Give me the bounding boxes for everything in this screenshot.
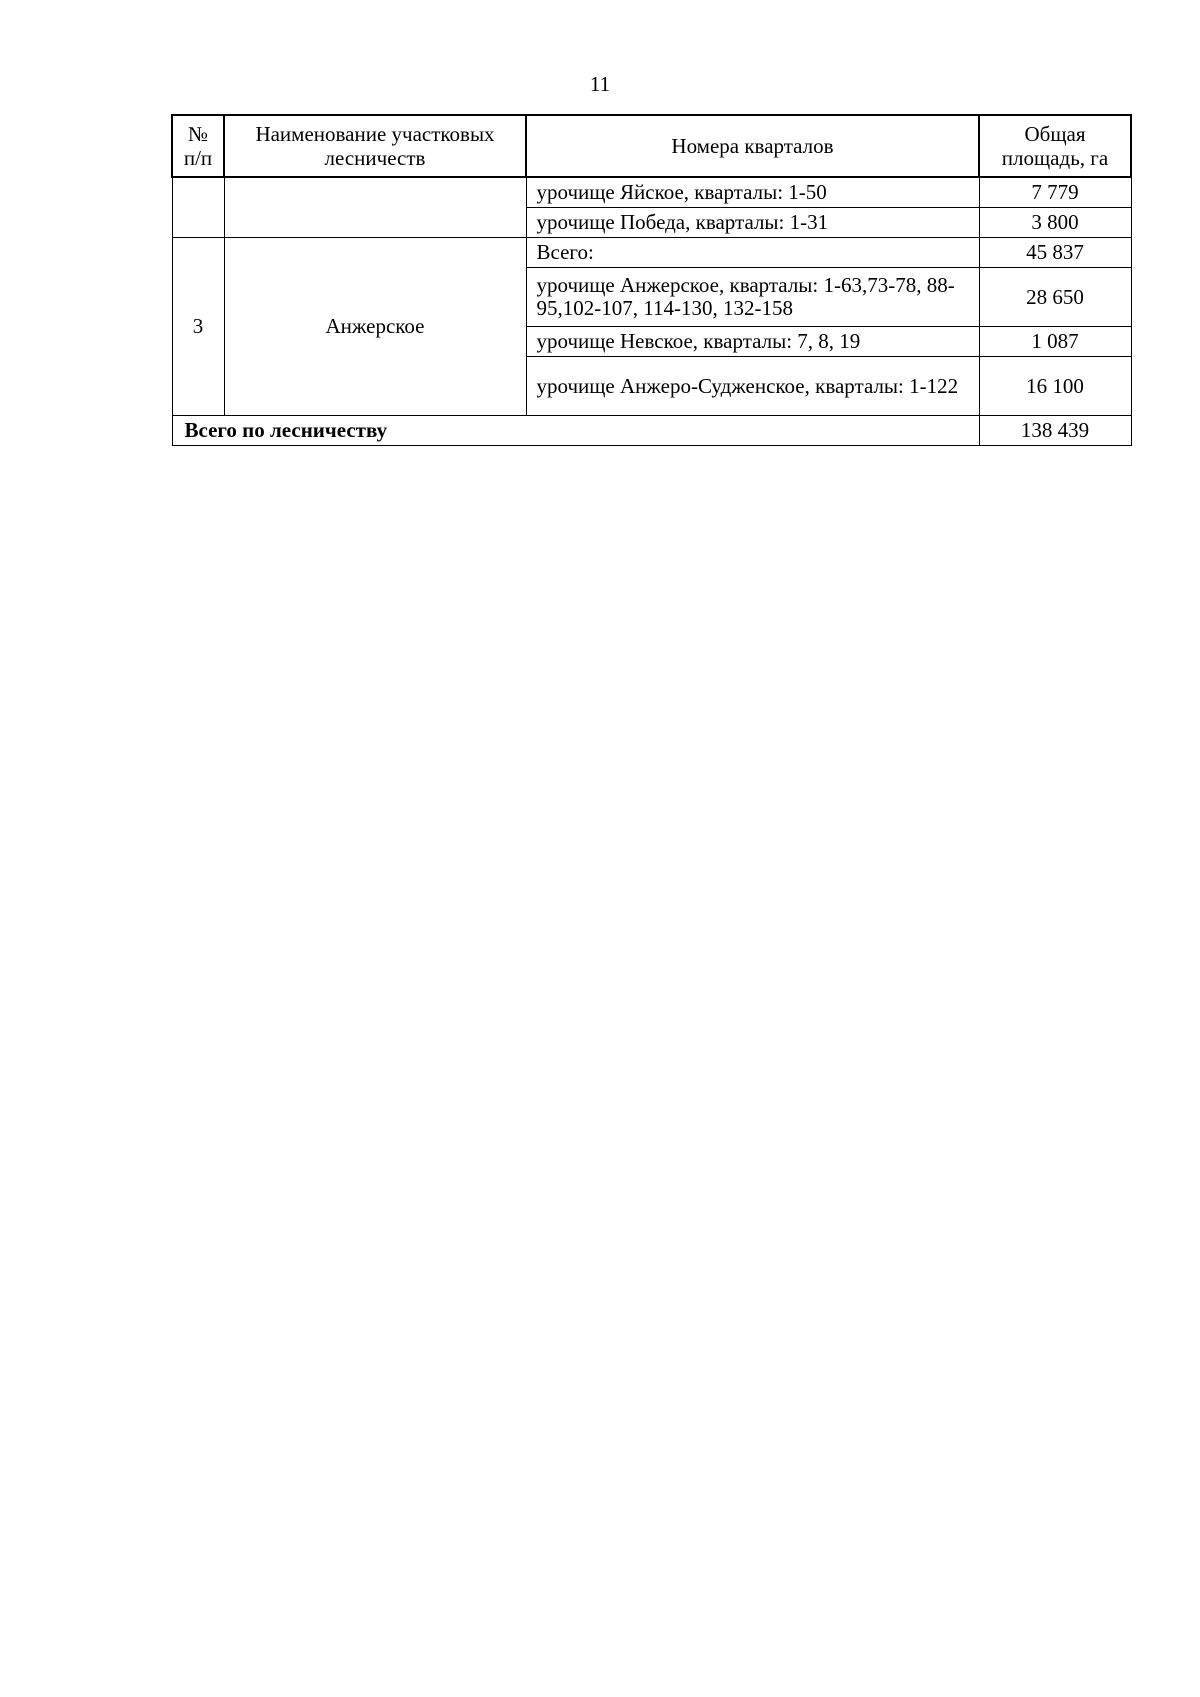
- table-row-group-total: [172, 238, 1131, 268]
- cell-group-total-area: 45 837: [979, 238, 1131, 268]
- grand-total-area: 138 439: [979, 416, 1131, 446]
- header-name: Наименование участковых лесничеств: [224, 115, 526, 177]
- cell-quarters: урочище Невское, кварталы: 7, 8, 19: [526, 327, 979, 357]
- cell-quarters: урочище Яйское, кварталы: 1-50: [526, 177, 979, 208]
- cell-quarters: урочище Анжеро-Судженское, кварталы: 1-122: [526, 357, 979, 416]
- forestry-table: [171, 114, 1132, 446]
- cell-group-total-label: Всего:: [526, 238, 979, 268]
- grand-total-label: Всего по лесничеству: [172, 416, 979, 446]
- header-area: Общая площадь, га: [979, 115, 1131, 177]
- cell-quarters: урочище Победа, кварталы: 1-31: [526, 208, 979, 238]
- table-row-grand-total: [172, 416, 1131, 446]
- cell-area: 16 100: [979, 357, 1131, 416]
- table-row: [172, 177, 1131, 208]
- cell-group-name: Анжерское: [224, 238, 526, 416]
- cell-area: 1 087: [979, 327, 1131, 357]
- cell-area: 3 800: [979, 208, 1131, 238]
- page-number: 11: [589, 72, 611, 96]
- cell-name-empty: [224, 177, 526, 238]
- cell-num-empty: [172, 177, 224, 238]
- cell-group-num: 3: [172, 238, 224, 416]
- header-quarters: Номера кварталов: [526, 115, 979, 177]
- cell-area: 28 650: [979, 268, 1131, 327]
- cell-quarters: урочище Анжерское, кварталы: 1-63,73-78, 88-95,102-107, 114-130, 132-158: [526, 268, 979, 327]
- table-header-row: [172, 115, 1131, 177]
- cell-area: 7 779: [979, 177, 1131, 208]
- header-num: № п/п: [172, 115, 224, 177]
